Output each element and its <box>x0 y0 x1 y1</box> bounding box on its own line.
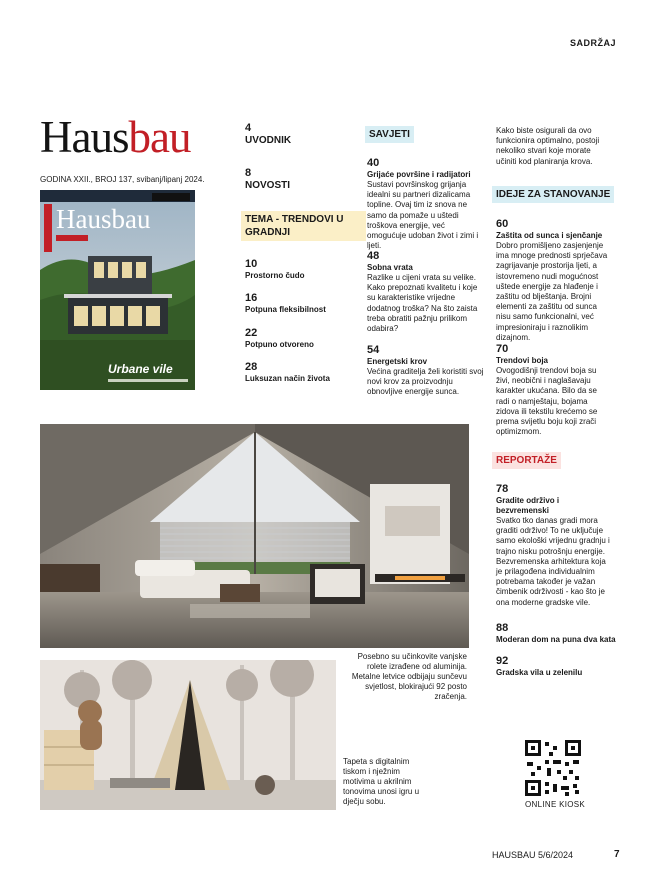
article-desc: Ovogodišnji trendovi boja su živi, neobični i naglašavaju karakter ukućana. Bilo da se radi o namještaju, bojama zidova ili tekstilu krećemo se prema svijetlu boju koji zrači optimizmom. <box>496 366 598 437</box>
article-desc: Dobro promišljeno zasjenjenje ima mnoge prednosti sprječava zagrijavanje prostorija ljeti, a istovremeno nudi mogućnost uštede energije za hlađenje i zaštitu od blještanja. Brojni elementi za zaštitu od sunca nisu samo funkcionalni, već impresioniraju i raznolikim dizajnom. <box>496 241 608 342</box>
toc-item[interactable] <box>245 292 360 315</box>
item-page: 28 <box>245 361 258 373</box>
issue-line: GODINA XXII., BROJ 137, svibanj/lipanj 2024. <box>40 175 205 184</box>
magazine-logo <box>40 112 191 162</box>
article-block[interactable] <box>496 655 621 678</box>
reportaze-tag-label: REPORTAŽE <box>492 452 561 469</box>
savjeti-tag-label: SAVJETI <box>365 126 414 143</box>
toc-uvodnik[interactable] <box>245 122 360 147</box>
article-title: Energetski krov <box>367 357 428 366</box>
toc-item[interactable] <box>245 327 360 350</box>
toc-item[interactable] <box>245 258 360 281</box>
article-title: Moderan dom na puna dva kata <box>496 635 616 644</box>
uvodnik-label: UVODNIK <box>245 135 292 146</box>
article-title: Grijaće površine i radijatori <box>367 170 471 179</box>
article-page: 60 <box>496 218 509 230</box>
tema-tag-label: TEMA - TRENDOVI U GRADNJI <box>241 211 366 241</box>
kids-caption: Tapeta s digitalnim tiskom i nježnim motivima u akrilnim tonovima unosi igru u dječju sobu. <box>343 757 420 806</box>
article-block[interactable] <box>496 622 621 645</box>
toc-novosti[interactable] <box>245 167 360 192</box>
article-desc: Razlike u cijeni vrata su velike. Kako prepoznati kvalitetu i koje su karakteristike vrijedne dodatnog troška? Na što zaista treba obratiti pažnju prilikom odabira? <box>367 273 478 334</box>
column4-intro <box>496 126 611 167</box>
magazine-cover-image[interactable] <box>40 190 195 390</box>
kids-room-image <box>40 660 336 810</box>
article-desc: Većina graditelja želi koristiti svoj novi krov za proizvodnju obnovljive energije sunca. <box>367 367 484 397</box>
ideje-tag-label: IDEJE ZA STANOVANJE <box>492 186 614 203</box>
article-page: 78 <box>496 483 509 495</box>
savjeti-tag <box>365 124 414 143</box>
article-page: 40 <box>367 157 380 169</box>
article-title: Gradska vila u zelenilu <box>496 668 583 677</box>
uvodnik-page: 4 <box>245 122 252 134</box>
item-title: Prostorno čudo <box>245 271 305 280</box>
article-block[interactable] <box>496 343 611 437</box>
article-title: Zaštita od sunca i sjenčanje <box>496 231 603 240</box>
article-block[interactable] <box>367 250 485 334</box>
logo-part-bau: bau <box>128 112 191 162</box>
page-number: 7 <box>614 849 620 860</box>
article-title: Trendovi boja <box>496 356 549 365</box>
footer-text: HAUSBAU 5/6/2024 <box>492 850 574 860</box>
article-block[interactable] <box>496 218 611 343</box>
reportaze-tag <box>492 450 561 469</box>
cover-headline: Urbane vile <box>108 362 173 376</box>
article-block[interactable] <box>367 344 485 398</box>
room-caption: Posebno su učinkovite vanjske rolete izrađene od aluminija. Metalne letvice odbijaju sunčevu svjetlost, blokirajući 92 posto zračenja. <box>351 652 467 701</box>
article-page: 54 <box>367 344 380 356</box>
item-title: Potpuna fleksibilnost <box>245 305 326 314</box>
tema-tag <box>241 211 366 241</box>
article-page: 48 <box>367 250 380 262</box>
toc-item[interactable] <box>245 361 360 384</box>
novosti-label: NOVOSTI <box>245 180 291 191</box>
article-title: Sobna vrata <box>367 263 413 272</box>
article-page: 70 <box>496 343 509 355</box>
section-label: SADRŽAJ <box>569 38 616 48</box>
article-page: 92 <box>496 655 509 667</box>
item-title: Potpuno otvoreno <box>245 340 314 349</box>
intro-text: Kako biste osigurali da ovo funkcionira optimalno, postoji nekoliko stvari koje morate učiniti kod planiranja krova. <box>496 126 600 166</box>
novosti-page: 8 <box>245 167 252 179</box>
living-room-image <box>40 424 469 648</box>
cover-logo: Hausbau <box>56 204 151 234</box>
article-block[interactable] <box>367 157 485 251</box>
item-page: 10 <box>245 258 258 270</box>
article-block[interactable] <box>496 483 611 608</box>
ideje-tag <box>492 184 614 203</box>
article-desc: Sustavi površinskog grijanja idealni su partneri dizalicama topline. Ovaj tim iz snova ne samo da pomaže u uštedi troškova energije, već omogućuje udoban život i zimi i ljeti. <box>367 180 479 251</box>
logo-part-haus: Haus <box>40 112 129 162</box>
article-desc: Svatko tko danas gradi mora graditi održivo! To ne uključuje samo ekološki vrijednu gradnju i trajno nisku potrošnju energije. Bezvremenska arhitektura koja je prilagođena individualnim potrebama također je važan čimbenik održivosti - kao što je ona moderne gradske vile. <box>496 516 610 607</box>
online-kiosk-label: ONLINE KIOSK <box>525 800 586 809</box>
item-page: 16 <box>245 292 258 304</box>
item-title: Luksuzan način života <box>245 374 330 383</box>
article-title: Gradite održivo i bezvremenski <box>496 496 560 515</box>
qr-code-icon[interactable] <box>525 740 581 796</box>
item-page: 22 <box>245 327 258 339</box>
article-page: 88 <box>496 622 509 634</box>
